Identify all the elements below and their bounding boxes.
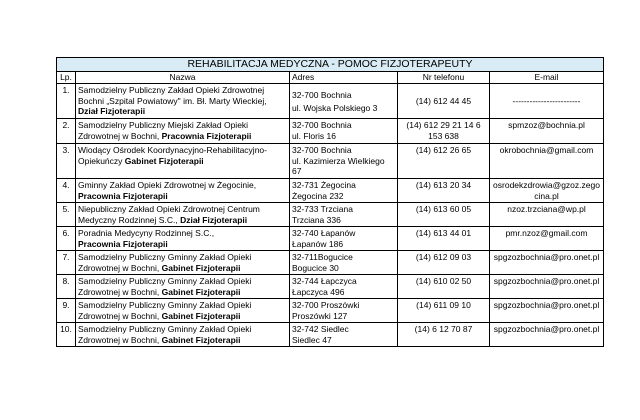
facility-phone: (14) 612 26 65 (398, 144, 490, 179)
facility-address (290, 323, 398, 347)
facility-email[interactable]: spgzozbochnia@pro.onet.pl (490, 299, 604, 323)
facility-department: Gabinet Fizjoterapii (161, 334, 241, 345)
facility-name-text: Samodzielny Publiczny Gminny Zakład Opieki Zdrowotnej w Bochni, (78, 276, 252, 297)
row-number: 10. (57, 323, 76, 347)
table-row (57, 299, 604, 323)
table-title: REHABILITACJA MEDYCZNA - POMOC FIZJOTERAPEUTY (57, 58, 604, 72)
facility-department: Gabinet Fizjoterapii (161, 262, 241, 273)
facility-name-text: Samodzielny Publiczny Zakład Opieki Zdrowotnej Bochni „Szpital Powiatowy" im. Bł. Marty Wieckiej, (78, 85, 267, 106)
address-line-2: ul. Floris 16 (292, 130, 336, 141)
table-row (57, 323, 604, 347)
facility-name (76, 84, 290, 119)
table-row (57, 179, 604, 203)
column-header-lp: Lp. (57, 72, 76, 84)
address-line-2: Trzciana 336 (292, 214, 341, 225)
facility-email[interactable]: okrobochnia@gmail.com (490, 144, 604, 179)
column-header-phone: Nr telefonu (398, 72, 490, 84)
address-line-1: 32-700 Bochnia (292, 145, 352, 155)
address-line-1: 32-742 Siedlec (292, 324, 349, 334)
facility-email[interactable]: pmr.nzoz@gmail.com (490, 227, 604, 251)
facility-email[interactable]: nzoz.trzciana@wp.pl (490, 203, 604, 227)
facility-phone: (14) 612 29 21 14 6 153 638 (398, 119, 490, 144)
facility-address (290, 299, 398, 323)
address-line-1: 32-731 Żegocina (292, 180, 356, 190)
facility-department: Dział Fizjoterapii (78, 106, 146, 116)
column-header-address: Adres (290, 72, 398, 84)
facility-email[interactable]: osrodekzdrowia@gzoz.zegocina.pl (490, 179, 604, 203)
facility-name-text: Samodzielny Publiczny Miejski Zakład Opieki Zdrowotnej w Bochni, (78, 120, 249, 141)
facility-address (290, 179, 398, 203)
address-line-2: ul. Kazimierza Wielkiego 67 (292, 155, 385, 176)
facility-name-text: Poradnia Medycyny Rodzinnej S.C., (78, 228, 215, 238)
address-line-1: 32-711Bogucice (292, 252, 353, 262)
table-row (57, 251, 604, 275)
facility-address (290, 227, 398, 251)
facility-phone: (14) 612 44 45 (398, 84, 490, 119)
facility-name (76, 251, 290, 275)
table-row (57, 227, 604, 251)
facility-email[interactable]: ------------------------ (490, 84, 604, 119)
facility-name-text: Samodzielny Publiczny Gminny Zakład Opieki Zdrowotnej w Bochni, (78, 300, 252, 321)
facility-phone: (14) 611 09 10 (398, 299, 490, 323)
facility-name (76, 323, 290, 347)
address-line-1: 32-700 Bochnia (292, 120, 352, 130)
address-line-2: Bogucice 30 (292, 262, 339, 273)
row-number: 3. (57, 144, 76, 179)
row-number: 7. (57, 251, 76, 275)
table-row (57, 119, 604, 144)
row-number: 6. (57, 227, 76, 251)
address-line-1: 32-733 Trzciana (292, 204, 353, 214)
facility-name (76, 227, 290, 251)
facility-email[interactable]: spgzozbochnia@pro.onet.pl (490, 251, 604, 275)
facility-email[interactable]: spgzozbochnia@pro.onet.pl (490, 323, 604, 347)
address-line-2: Łapczyca 496 (292, 286, 345, 297)
facility-name (76, 299, 290, 323)
rehabilitation-facilities-table (56, 57, 604, 347)
facility-address (290, 119, 398, 144)
facility-address (290, 251, 398, 275)
facility-address (290, 84, 398, 119)
row-number: 4. (57, 179, 76, 203)
facility-department: Pracownia Fizjoterapii (78, 238, 168, 249)
facility-name-text: Samodzielny Publiczny Gminny Zakład Opieki Zdrowotnej w Bochni, (78, 252, 252, 273)
address-line-2: Proszówki 127 (292, 310, 348, 321)
facility-department: Gabinet Fizjoterapii (161, 286, 241, 297)
address-line-1: 32-744 Łapczyca (292, 276, 357, 286)
address-line-1: 32-700 Bochnia (292, 90, 352, 100)
facility-phone: (14) 613 60 05 (398, 203, 490, 227)
facility-department: Pracownia Fizjoterapii (78, 190, 168, 201)
facility-name (76, 275, 290, 299)
facility-phone: (14) 613 44 01 (398, 227, 490, 251)
row-number: 9. (57, 299, 76, 323)
table-row (57, 84, 604, 119)
facility-name (76, 179, 290, 203)
facility-email[interactable]: spmzoz@bochnia.pl (490, 119, 604, 144)
table-row (57, 144, 604, 179)
address-line-2: ul. Wojska Polskiego 3 (292, 102, 378, 113)
address-line-1: 32-740 Łapanów (292, 228, 356, 238)
facility-department: Pracownia Fizjoterapii (161, 130, 252, 141)
address-line-2: Siedlec 47 (292, 334, 332, 345)
facility-department: Gabinet Fizjoterapii (124, 155, 204, 166)
facility-phone: (14) 613 20 34 (398, 179, 490, 203)
facility-name (76, 119, 290, 144)
address-line-1: 32-700 Proszówki (292, 300, 360, 310)
facility-address (290, 144, 398, 179)
facility-name (76, 203, 290, 227)
address-line-2: Łapanów 186 (292, 238, 344, 249)
column-header-email: E-mail (490, 72, 604, 84)
column-header-name: Nazwa (76, 72, 290, 84)
table-row (57, 275, 604, 299)
facility-address (290, 275, 398, 299)
facility-name-text: Niepubliczny Zakład Opieki Zdrowotnej Centrum Medyczny Rodzinnej S.C., (78, 204, 260, 225)
address-line-2: Żegocina 232 (292, 190, 344, 201)
table-row (57, 203, 604, 227)
row-number: 5. (57, 203, 76, 227)
facility-email[interactable]: spgzozbochnia@pro.onet.pl (490, 275, 604, 299)
facility-department: Gabinet Fizjoterapii (161, 310, 241, 321)
facility-name-text: Samodzielny Publiczny Gminny Zakład Opieki Zdrowotnej w Bochni, (78, 324, 252, 345)
facility-name-text: Gminny Zakład Opieki Zdrowotnej w Żegocinie, (78, 180, 257, 190)
facility-address (290, 203, 398, 227)
facility-phone: (14) 6 12 70 87 (398, 323, 490, 347)
facility-phone: (14) 610 02 50 (398, 275, 490, 299)
row-number: 8. (57, 275, 76, 299)
facility-department: Dział Fizjoterapii (180, 214, 248, 225)
row-number: 1. (57, 84, 76, 119)
facility-phone: (14) 612 09 03 (398, 251, 490, 275)
facility-name (76, 144, 290, 179)
row-number: 2. (57, 119, 76, 144)
facility-name-text: Wiodący Ośrodek Koordynacyjno-Rehabilitacyjno-Opiekuńczy (78, 145, 267, 166)
